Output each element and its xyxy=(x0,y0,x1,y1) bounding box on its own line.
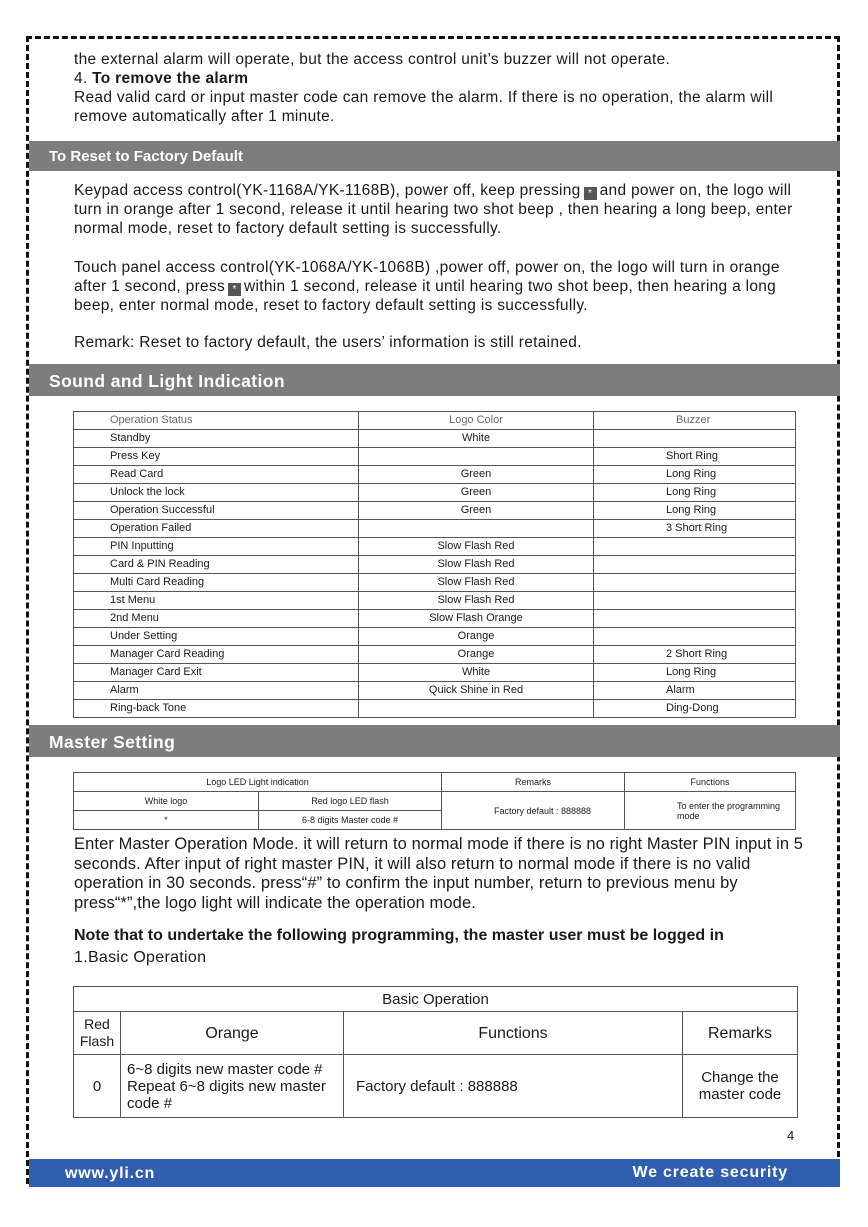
column-header: Remarks xyxy=(683,1012,798,1055)
table-cell: Green xyxy=(359,484,594,502)
table-cell xyxy=(594,538,796,556)
table-cell: Green xyxy=(359,502,594,520)
table-cell: Alarm xyxy=(594,682,796,700)
column-header: Functions xyxy=(344,1012,683,1055)
table-cell: Unlock the lock xyxy=(74,484,359,502)
table-cell: Operation Successful xyxy=(74,502,359,520)
column-header: Functions xyxy=(625,773,796,792)
table-row xyxy=(74,556,796,574)
table-cell: 2nd Menu xyxy=(74,610,359,628)
table-cell: White xyxy=(359,430,594,448)
step-title: To remove the alarm xyxy=(92,70,249,87)
column-header: Remarks xyxy=(442,773,625,792)
table-cell: 0 xyxy=(74,1055,121,1118)
column-header: Red Flash xyxy=(74,1012,121,1055)
table-row xyxy=(74,430,796,448)
remove-alarm-heading xyxy=(74,69,804,88)
table-cell: 6-8 digits Master code # xyxy=(259,811,442,830)
master-led-table xyxy=(73,772,796,830)
table-cell: Orange xyxy=(359,628,594,646)
table-cell: Factory default : 888888 xyxy=(344,1055,683,1118)
table-cell: PIN Inputting xyxy=(74,538,359,556)
table-cell: Card & PIN Reading xyxy=(74,556,359,574)
table-cell: Multi Card Reading xyxy=(74,574,359,592)
table-cell xyxy=(594,628,796,646)
table-cell: 1st Menu xyxy=(74,592,359,610)
table-cell: White logo xyxy=(74,792,259,811)
table-cell: Red logo LED flash xyxy=(259,792,442,811)
touch-reset-text-end: within 1 second, release it until hearing two shot beep, then hearing a long beep, enter normal mode, reset to factory default setting is successfully. xyxy=(74,278,777,314)
page-number: 4 xyxy=(787,1128,795,1143)
table-row xyxy=(74,646,796,664)
remove-alarm-text: Read valid card or input master code can remove the alarm. If there is no operation, the alarm will remove automatically after 1 minute. xyxy=(74,89,774,125)
table-header-row xyxy=(74,412,796,430)
table-cell: Orange xyxy=(359,646,594,664)
table-cell: Operation Failed xyxy=(74,520,359,538)
table-cell: Factory default : 888888 xyxy=(442,792,625,830)
table-row xyxy=(74,610,796,628)
reset-remark: Remark: Reset to factory default, the users’ information is still retained. xyxy=(74,334,582,351)
column-header: Logo LED Light indication xyxy=(74,773,442,792)
step-number: 4. xyxy=(74,70,88,87)
table-row xyxy=(74,520,796,538)
table-cell: Long Ring xyxy=(594,502,796,520)
table-cell: Alarm xyxy=(74,682,359,700)
table-row xyxy=(74,664,796,682)
table-cell: Press Key xyxy=(74,448,359,466)
table-cell: Long Ring xyxy=(594,484,796,502)
table-cell: Manager Card Reading xyxy=(74,646,359,664)
table-cell: Read Card xyxy=(74,466,359,484)
table-cell: Ding-Dong xyxy=(594,700,796,718)
table-cell xyxy=(594,430,796,448)
column-header: Operation Status xyxy=(74,412,359,430)
column-header: Buzzer xyxy=(594,412,796,430)
table-row xyxy=(74,574,796,592)
table-cell: Slow Flash Red xyxy=(359,556,594,574)
table-cell: Slow Flash Orange xyxy=(359,610,594,628)
table-cell xyxy=(359,700,594,718)
table-row xyxy=(74,700,796,718)
master-section-heading: Master Setting xyxy=(29,725,840,757)
sound-section-heading: Sound and Light Indication xyxy=(29,364,840,396)
star-key-icon: * xyxy=(584,187,597,200)
footer-bar xyxy=(29,1159,840,1187)
keypad-reset-paragraph xyxy=(74,181,804,238)
table-row xyxy=(74,628,796,646)
keypad-reset-text-end: and power on, the logo will turn in orange after 1 second, release it until hearing two shot beep , then hearing a long beep, enter normal mode, reset to factory default setting is successfully. xyxy=(74,182,793,237)
keypad-reset-text-start: Keypad access control(YK-1168A/YK-1168B), power off, keep pressing xyxy=(74,182,581,199)
table-row xyxy=(74,592,796,610)
table-cell xyxy=(359,520,594,538)
slogan: We create security xyxy=(632,1164,788,1181)
table-cell xyxy=(594,556,796,574)
table-cell: Long Ring xyxy=(594,466,796,484)
programming-note: Note that to undertake the following programming, the master user must be logged in xyxy=(74,927,724,944)
table-cell: * xyxy=(74,811,259,830)
table-cell: To enter the programming mode xyxy=(625,792,796,830)
sound-light-table xyxy=(73,411,796,718)
table-row xyxy=(74,466,796,484)
table-cell: 6~8 digits new master code # Repeat 6~8 digits new master code # xyxy=(121,1055,344,1118)
table-cell xyxy=(594,574,796,592)
basic-operation-table xyxy=(73,986,798,1118)
table-title: Basic Operation xyxy=(74,987,798,1012)
table-cell: Under Setting xyxy=(74,628,359,646)
table-header-row xyxy=(74,1012,798,1055)
alarm-note-line: the external alarm will operate, but the access control unit’s buzzer will not operate. xyxy=(74,51,671,68)
table-cell: Slow Flash Red xyxy=(359,574,594,592)
table-cell: 2 Short Ring xyxy=(594,646,796,664)
table-cell: Short Ring xyxy=(594,448,796,466)
table-cell: Long Ring xyxy=(594,664,796,682)
table-row xyxy=(74,448,796,466)
table-cell xyxy=(594,610,796,628)
table-cell: White xyxy=(359,664,594,682)
table-row xyxy=(74,538,796,556)
table-row xyxy=(74,484,796,502)
table-title-row xyxy=(74,987,798,1012)
table-cell: Slow Flash Red xyxy=(359,538,594,556)
table-cell: Green xyxy=(359,466,594,484)
table-cell: Slow Flash Red xyxy=(359,592,594,610)
column-header: Logo Color xyxy=(359,412,594,430)
table-header-row xyxy=(74,773,796,792)
table-cell: Standby xyxy=(74,430,359,448)
table-cell: Change the master code xyxy=(683,1055,798,1118)
table-row xyxy=(74,792,796,811)
basic-operation-label: 1.Basic Operation xyxy=(74,949,207,966)
touch-reset-paragraph xyxy=(74,258,804,315)
star-key-icon: * xyxy=(228,283,241,296)
touch-reset-text-start: Touch panel access control(YK-1068A/YK-1068B) ,power off, power on, the logo will turn in orange after 1 second, press xyxy=(74,259,780,295)
table-row xyxy=(74,1055,798,1118)
table-cell: Ring-back Tone xyxy=(74,700,359,718)
table-cell xyxy=(359,448,594,466)
website-url: www.yli.cn xyxy=(65,1165,156,1182)
reset-section-heading: To Reset to Factory Default xyxy=(29,141,840,171)
table-cell: 3 Short Ring xyxy=(594,520,796,538)
column-header: Orange xyxy=(121,1012,344,1055)
table-cell: Quick Shine in Red xyxy=(359,682,594,700)
table-cell xyxy=(594,592,796,610)
table-cell: Manager Card Exit xyxy=(74,664,359,682)
master-description: Enter Master Operation Mode. it will return to normal mode if there is no right Master PIN input in 5 seconds. After input of right master PIN, it will also return to normal mode if there is no valid operation in 30 seconds. press“#” to confirm the input number, return to previous menu by press“*”,the logo light will indicate the operation mode. xyxy=(74,835,804,912)
table-row xyxy=(74,502,796,520)
table-row xyxy=(74,682,796,700)
